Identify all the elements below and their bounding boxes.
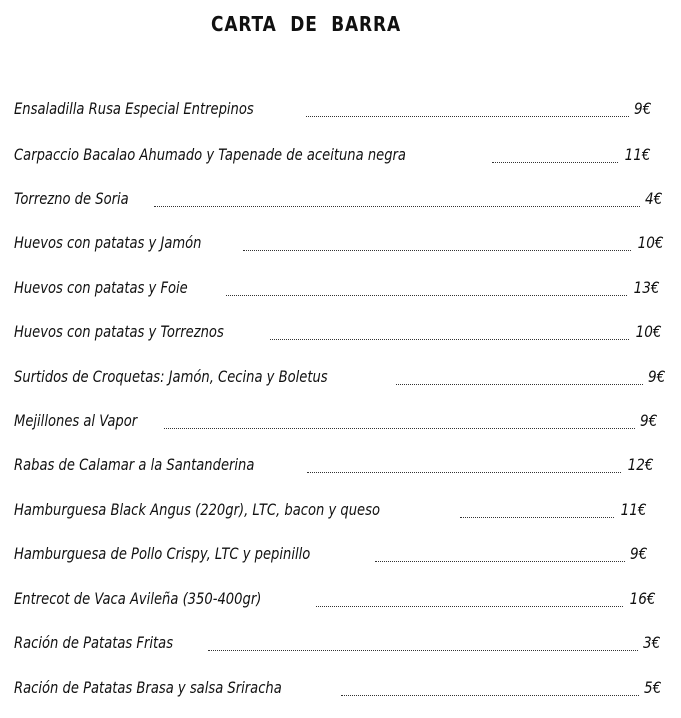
dot-leader xyxy=(396,383,642,385)
menu-title: CARTA DE BARRA xyxy=(211,12,401,36)
dot-leader xyxy=(341,694,639,696)
item-name: Carpaccio Bacalao Ahumado y Tapenade de aceituna negra xyxy=(14,145,406,164)
menu-item xyxy=(14,145,651,167)
item-price: 10€ xyxy=(638,233,664,252)
menu-item xyxy=(14,411,657,433)
item-name: Entrecot de Vaca Avileña (350-400gr) xyxy=(14,589,262,608)
item-price: 11€ xyxy=(625,145,651,164)
item-name: Ración de Patatas Fritas xyxy=(14,633,174,652)
item-price: 5€ xyxy=(643,678,661,697)
dot-leader xyxy=(307,471,621,473)
menu-item xyxy=(14,99,651,121)
item-price: 13€ xyxy=(634,278,660,297)
item-price: 16€ xyxy=(630,589,656,608)
item-name: Hamburguesa Black Angus (220gr), LTC, bacon y queso xyxy=(14,500,380,519)
item-price: 9€ xyxy=(629,544,647,563)
item-name: Hamburguesa de Pollo Crispy, LTC y pepinillo xyxy=(14,544,311,563)
dot-leader xyxy=(243,249,632,251)
menu-item xyxy=(14,367,665,389)
menu-item xyxy=(14,633,660,655)
menu-item xyxy=(14,678,661,700)
dot-leader xyxy=(164,427,634,429)
dot-leader xyxy=(208,649,638,651)
menu-item xyxy=(14,233,664,255)
item-name: Huevos con patatas y Jamón xyxy=(14,233,202,252)
dot-leader xyxy=(460,516,614,518)
menu-item xyxy=(14,500,647,522)
menu-item xyxy=(14,455,654,477)
item-price: 4€ xyxy=(644,189,662,208)
menu-item xyxy=(14,278,660,300)
item-price: 10€ xyxy=(636,322,662,341)
item-price: 9€ xyxy=(633,99,651,118)
item-price: 11€ xyxy=(621,500,647,519)
dot-leader xyxy=(492,161,618,163)
item-name: Ensaladilla Rusa Especial Entrepinos xyxy=(14,99,254,118)
item-name: Surtidos de Croquetas: Jamón, Cecina y Boletus xyxy=(14,367,328,386)
menu-item xyxy=(14,544,647,566)
item-price: 9€ xyxy=(647,367,665,386)
dot-leader xyxy=(154,205,640,207)
item-name: Rabas de Calamar a la Santanderina xyxy=(14,455,255,474)
dot-leader xyxy=(316,605,624,607)
dot-leader xyxy=(375,560,624,562)
item-price: 9€ xyxy=(639,411,657,430)
item-price: 12€ xyxy=(628,455,654,474)
item-name: Ración de Patatas Brasa y salsa Sriracha xyxy=(14,678,282,697)
dot-leader xyxy=(226,294,628,296)
item-price: 3€ xyxy=(642,633,660,652)
dot-leader xyxy=(270,338,630,340)
item-name: Huevos con patatas y Torreznos xyxy=(14,322,224,341)
item-name: Torrezno de Soria xyxy=(14,189,129,208)
dot-leader xyxy=(306,115,628,117)
menu-item xyxy=(14,589,656,611)
item-name: Huevos con patatas y Foie xyxy=(14,278,188,297)
menu-item xyxy=(14,322,662,344)
item-name: Mejillones al Vapor xyxy=(14,411,138,430)
menu-item xyxy=(14,189,662,211)
